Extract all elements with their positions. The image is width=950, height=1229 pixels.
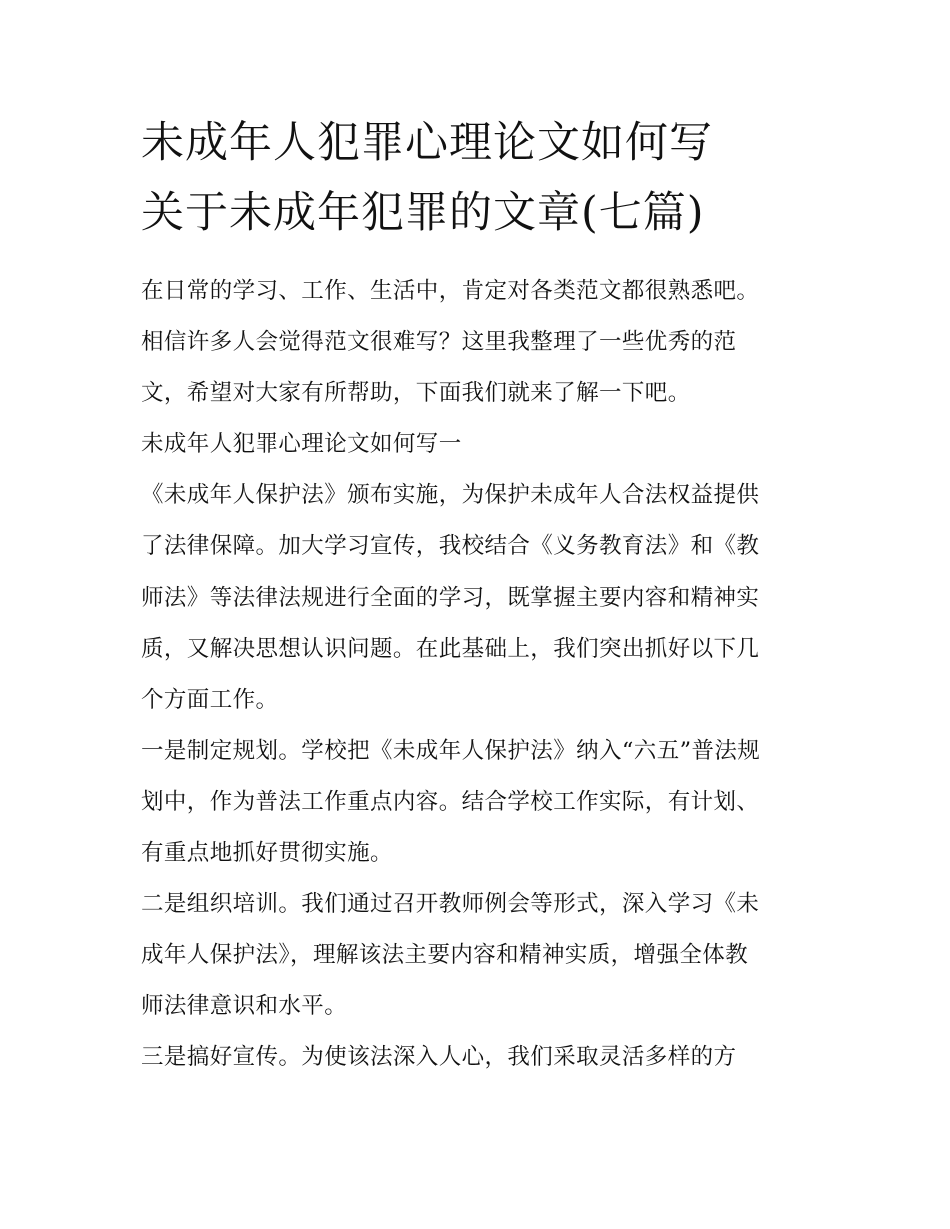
- document-body: [141, 266, 821, 1084]
- title-line: 未成年人犯罪心理论文如何写: [141, 118, 713, 168]
- section-heading: [141, 419, 821, 470]
- text-line: 质，又解决思想认识问题。在此基础上，我们突出抓好以下几: [141, 635, 760, 662]
- text-line: 师法律意识和水平。: [141, 993, 348, 1020]
- text-line: 了法律保障。加大学习宣传，我校结合《义务教育法》和《教: [141, 533, 760, 560]
- text-line: 成年人保护法》，理解该法主要内容和精神实质，增强全体教: [141, 942, 749, 969]
- text-line: 《未成年人保护法》颁布实施，为保护未成年人合法权益提供: [141, 482, 760, 509]
- document-title: [141, 108, 821, 248]
- intro-paragraph: [141, 266, 821, 419]
- body-paragraph: [141, 726, 821, 879]
- body-paragraph: [141, 470, 821, 725]
- text-line: 二是组织培训。我们通过召开教师例会等形式，深入学习《未: [141, 891, 760, 918]
- document-page: [141, 108, 821, 1084]
- text-line: 文，希望对大家有所帮助，下面我们就来了解一下吧。: [141, 380, 691, 407]
- text-line: 个方面工作。: [141, 686, 279, 713]
- title-line: 关于未成年犯罪的文章(七篇): [141, 188, 705, 238]
- text-line: 相信许多人会觉得范文很难写？这里我整理了一些优秀的范: [141, 329, 737, 356]
- text-line: 未成年人犯罪心理论文如何写一: [141, 431, 462, 458]
- body-paragraph: [141, 879, 821, 1032]
- text-line: 在日常的学习、工作、生活中，肯定对各类范文都很熟悉吧。: [141, 278, 760, 304]
- body-paragraph: [141, 1032, 821, 1083]
- text-line: 一是制定规划。学校把《未成年人保护法》纳入“六五”普法规: [141, 737, 761, 764]
- text-line: 三是搞好宣传。为使该法深入人心，我们采取灵活多样的方: [141, 1044, 737, 1071]
- text-line: 师法》等法律法规进行全面的学习，既掌握主要内容和精神实: [141, 584, 760, 611]
- text-line: 有重点地抓好贯彻实施。: [141, 840, 393, 867]
- text-line: 划中，作为普法工作重点内容。结合学校工作实际，有计划、: [141, 788, 760, 815]
